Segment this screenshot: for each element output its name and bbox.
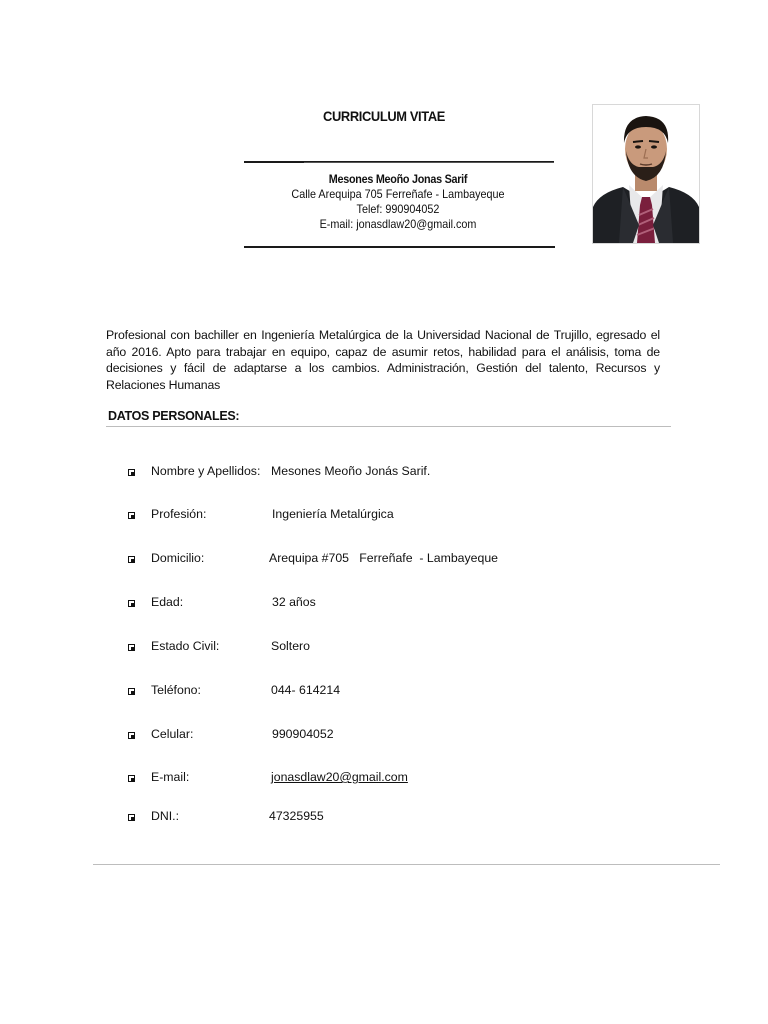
field-label: Celular:: [151, 727, 194, 741]
field-label: Domicilio:: [151, 551, 205, 565]
field-email: [128, 770, 648, 788]
header-rule-bottom: [244, 246, 555, 248]
portrait-illustration: [593, 105, 699, 243]
bullet-icon: [128, 556, 135, 563]
field-value: Arequipa #705 Ferreñafe - Lambayeque: [269, 551, 499, 565]
field-label: Nombre y Apellidos:: [151, 464, 261, 478]
bullet-icon: [128, 469, 135, 476]
bullet-icon: [128, 732, 135, 739]
field-value: 32 años: [272, 595, 316, 609]
field-mobile: [128, 727, 648, 745]
field-label: Estado Civil:: [151, 639, 220, 653]
cv-title: CURRICULUM VITAE: [323, 108, 445, 124]
field-value: Ingeniería Metalúrgica: [272, 507, 394, 521]
field-value: 044- 614214: [271, 683, 341, 697]
bullet-icon: [128, 775, 135, 782]
section-divider: [106, 426, 671, 427]
field-profession: [128, 507, 648, 525]
footer-divider: [93, 864, 720, 865]
bullet-icon: [128, 814, 135, 821]
header-rule-top: [244, 161, 554, 163]
field-address: [128, 551, 648, 569]
bullet-icon: [128, 512, 135, 519]
candidate-phone: Telef: 990904052: [356, 202, 440, 216]
field-value: 990904052: [272, 727, 334, 741]
field-value: Soltero: [271, 639, 310, 653]
professional-summary: Profesional con bachiller en Ingeniería Metalúrgica de la Universidad Nacional de Trujillo, egresado el año 2016. Apto para trabajar en equipo, capaz de asumir retos, habilidad para el análisis, toma de decisiones y fácil de adaptarse a los cambios. Administración, Gestión del talento, Recursos y Relaciones Humanas: [106, 328, 660, 392]
candidate-name: Mesones Meoño Jonas Sarif: [328, 172, 468, 186]
candidate-email: E-mail: jonasdlaw20@gmail.com: [319, 217, 477, 231]
field-value: Mesones Meoño Jonás Sarif.: [271, 464, 431, 478]
field-marital-status: [128, 639, 648, 657]
field-dni: [128, 809, 648, 827]
field-label: Teléfono:: [151, 683, 201, 697]
candidate-address: Calle Arequipa 705 Ferreñafe - Lambayeque: [291, 187, 505, 201]
section-title-personal: DATOS PERSONALES:: [108, 409, 240, 423]
field-label: DNI.:: [151, 809, 180, 823]
email-link[interactable]: jonasdlaw20@gmail.com: [271, 770, 408, 784]
field-label: Edad:: [151, 595, 184, 609]
field-age: [128, 595, 648, 613]
field-full-name: [128, 464, 648, 482]
bullet-icon: [128, 644, 135, 651]
field-phone: [128, 683, 648, 701]
field-label: Profesión:: [151, 507, 207, 521]
field-value: 47325955: [269, 809, 324, 823]
profile-photo: [593, 105, 699, 243]
field-label: E-mail:: [151, 770, 190, 784]
contact-block: [259, 172, 536, 232]
bullet-icon: [128, 688, 135, 695]
bullet-icon: [128, 600, 135, 607]
